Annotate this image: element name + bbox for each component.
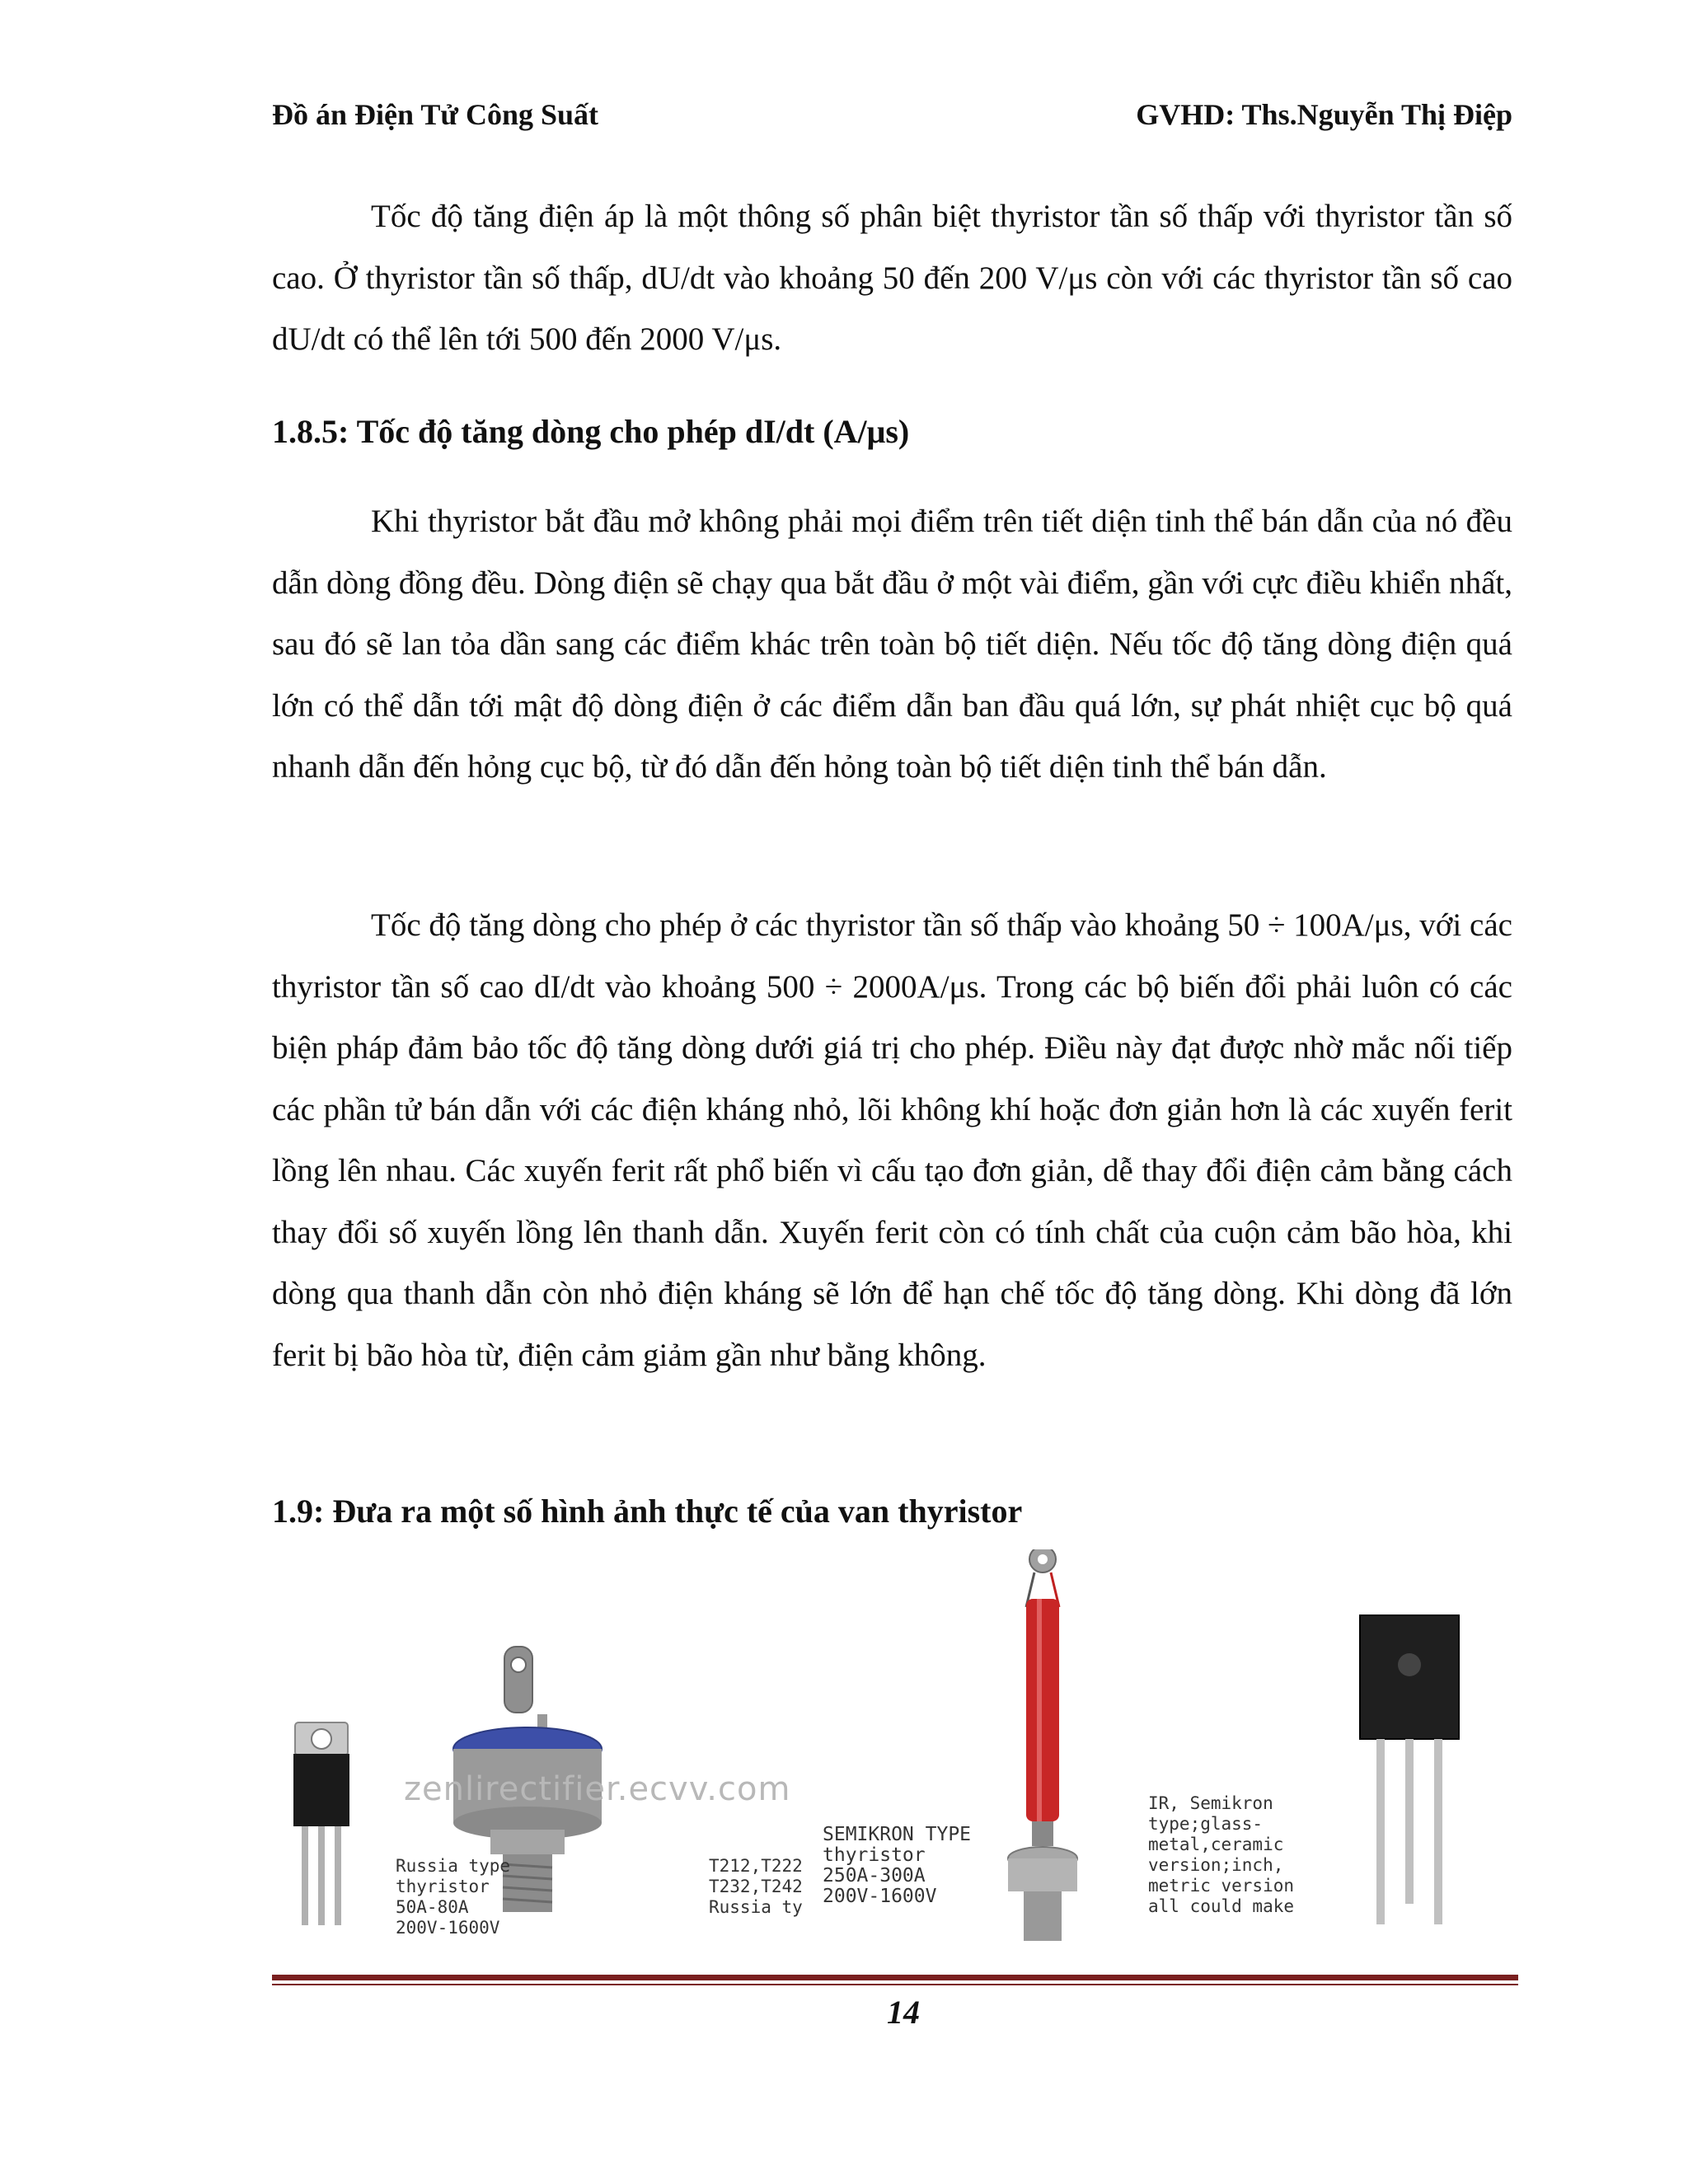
label-russia-type: Russia type thyristor 50A-80A 200V-1600V <box>396 1856 511 1938</box>
paragraph-current-rate: Tốc độ tăng dòng cho phép ở các thyristor tần số thấp vào khoảng 50 ÷ 100A/μs, với các thyristor tần số cao dI/dt vào khoảng 500 ÷ 2000A/μs. Trong các bộ biến đổi phải luôn có các biện pháp đảm bảo tốc độ tăng dòng dưới giá trị cho phép. Điều này đạt được nhờ mắc nối tiếp các phần tử bán dẫn với các điện kháng nhỏ, lõi không khí hoặc đơn giản hơn là các xuyến ferit lồng lên nhau. Các xuyến ferit rất phổ biến vì cấu tạo đơn giản, dễ thay đổi điện cảm bằng cách thay đổi số xuyến lồng lên thanh dẫn. Xuyến ferit còn có tính chất của cuộn cảm bão hòa, khi dòng qua thanh dẫn còn nhỏ điện kháng sẽ lớn để hạn chế tốc độ tăng dòng. Khi dòng đã lớn ferit bị bão hòa từ, điện cảm giảm gần như bằng không. <box>272 907 1512 1373</box>
section-heading-1-9: 1.9: Đưa ra một số hình ảnh thực tế của van thyristor <box>272 1493 1023 1530</box>
header-title: Đồ án Điện Tử Công Suất <box>272 98 599 131</box>
to220-thyristor-photo <box>293 1722 349 1925</box>
label-ir-semikron: IR, Semikron type;glass- metal,ceramic version;inch, metric version all could make <box>1148 1793 1295 1916</box>
semikron-thyristor-photo <box>1008 1549 1077 1941</box>
footer-rule <box>272 1975 1518 1980</box>
section-heading-1-8-5: 1.8.5: Tốc độ tăng dòng cho phép dI/dt (A/μs) <box>272 413 910 450</box>
label-semikron: SEMIKRON TYPE thyristor 250A-300A 200V-1600V <box>823 1824 972 1907</box>
label-t212: T212,T222 T232,T242 Russia ty <box>709 1856 803 1917</box>
page-header <box>272 97 1512 138</box>
page-number: 14 <box>887 1994 920 2031</box>
watermark-text: zenlirectifier.ecvv.com <box>404 1770 791 1808</box>
paragraph-current-spread: Khi thyristor bắt đầu mở không phải mọi điểm trên tiết diện tinh thể bán dẫn của nó đều dẫn dòng đồng đều. Dòng điện sẽ chạy qua bắt đầu ở một vài điểm, gần với cực điều khiển nhất, sau đó sẽ lan tỏa dần sang các điểm khác trên toàn bộ tiết diện. Nếu tốc độ tăng dòng điện quá lớn có thể dẫn tới mật độ dòng điện ở các điểm dẫn ban đầu quá lớn, sự phát nhiệt cục bộ quá nhanh dẫn đến hỏng cục bộ, từ đó dẫn đến hỏng toàn bộ tiết diện tinh thể bán dẫn. <box>272 504 1512 785</box>
to126-thyristor-photo <box>1360 1615 1459 1924</box>
paragraph-voltage-rate: Tốc độ tăng điện áp là một thông số phân biệt thyristor tần số thấp với thyristor tần số cao. Ở thyristor tần số thấp, dU/dt vào khoảng 50 đến 200 V/μs còn với các thyristor tần số cao dU/dt có thể lên tới 500 đến 2000 V/μs. <box>272 199 1512 357</box>
header-supervisor: GVHD: Ths.Nguyễn Thị Điệp <box>1136 98 1512 131</box>
footer-rule-thin <box>272 1984 1518 1985</box>
thyristor-photos-figure <box>272 1549 1512 1953</box>
